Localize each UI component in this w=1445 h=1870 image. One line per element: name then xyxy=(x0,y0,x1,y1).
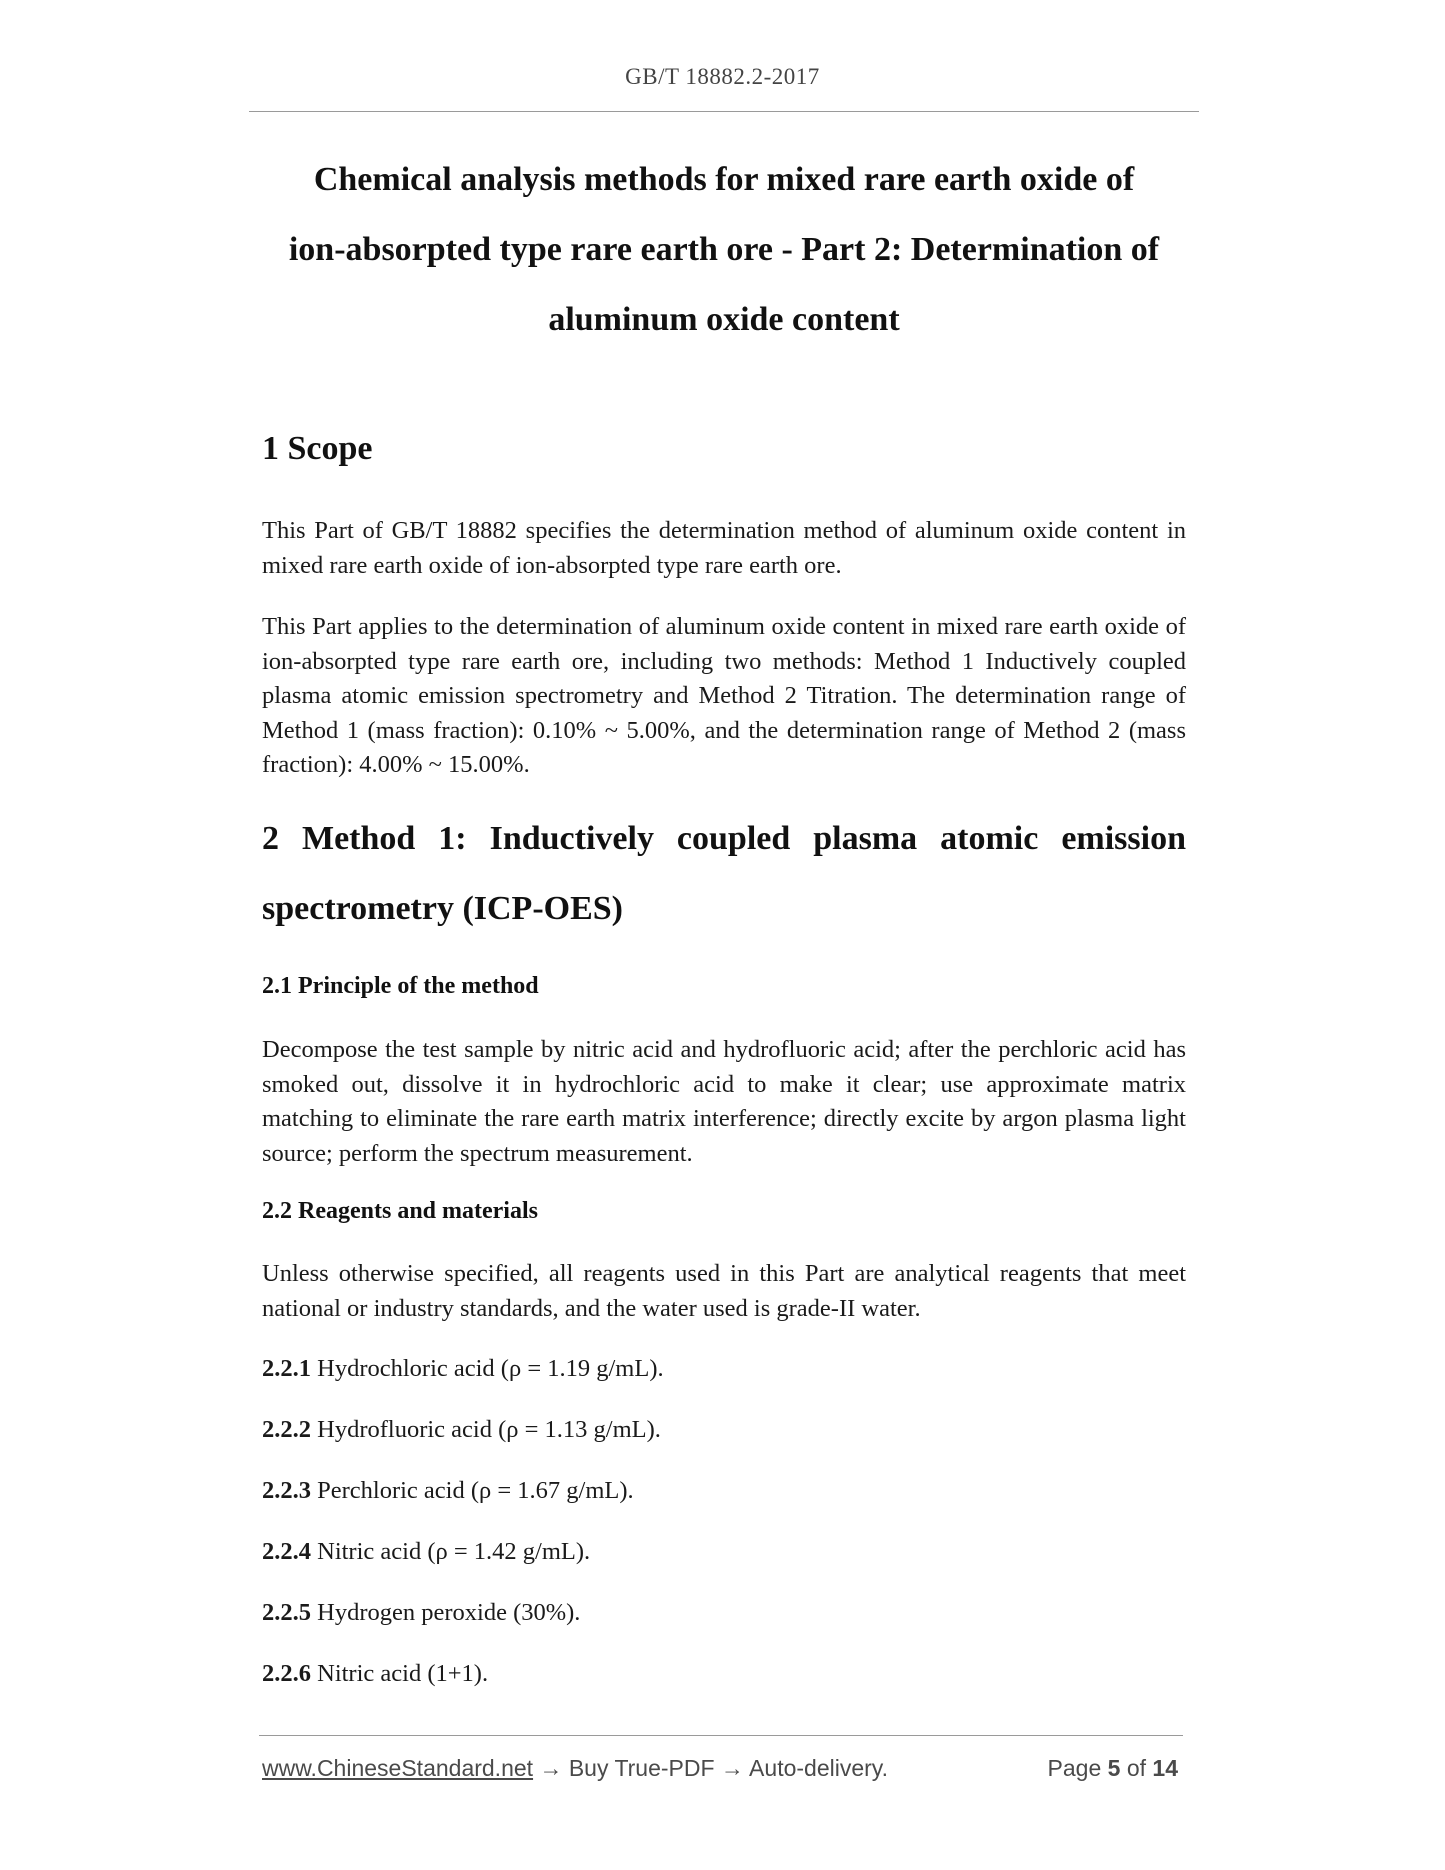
reagent-item xyxy=(262,1538,1186,1566)
title-line: Chemical analysis methods for mixed rare earth oxide of xyxy=(313,161,1135,198)
reagent-number: 2.2.3 xyxy=(262,1477,311,1504)
heading-line: 2 Method 1: Inductively coupled plasma atomic emission xyxy=(262,820,1186,857)
scope-paragraph-2: This Part applies to the determination of aluminum oxide content in mixed rare earth oxide of ion-absorpted type rare earth ore, including two methods: Method 1 Inductively coupled plasma atomic emission spectrometry and Method 2 Titration. The determination range of Method 1 (mass fraction): 0.10% ~ 5.00%, and the determination range of Method 2 (mass fraction): 4.00% ~ 15.00%. xyxy=(262,613,1186,778)
title-line: ion-absorpted type rare earth ore - Part 2: Determination of xyxy=(288,231,1160,268)
reagent-item xyxy=(262,1416,1186,1444)
page-footer xyxy=(262,1755,1182,1782)
buy-text: → Buy True-PDF → Auto-delivery. xyxy=(533,1755,888,1781)
reagent-text: Nitric acid (ρ = 1.42 g/mL). xyxy=(311,1538,591,1565)
document-code: GB/T 18882.2-2017 xyxy=(625,64,820,89)
section-heading-scope: 1 Scope xyxy=(262,430,373,467)
title-line: aluminum oxide content xyxy=(548,301,900,338)
reagent-number: 2.2.6 xyxy=(262,1660,311,1687)
reagent-text: Hydrofluoric acid (ρ = 1.13 g/mL). xyxy=(311,1416,661,1443)
reagent-text: Perchloric acid (ρ = 1.67 g/mL). xyxy=(311,1477,634,1504)
section-heading-method1-cont xyxy=(262,874,1186,944)
of-label: of xyxy=(1120,1755,1153,1781)
document-title xyxy=(262,145,1186,355)
page-indicator xyxy=(1048,1755,1178,1782)
header-divider xyxy=(249,111,1199,112)
reagent-text: Hydrochloric acid (ρ = 1.19 g/mL). xyxy=(311,1355,664,1382)
page-total: 14 xyxy=(1152,1755,1178,1781)
reagents-paragraph: Unless otherwise specified, all reagents used in this Part are analytical reagents that meet national or industry standards, and the water used is grade-II water. xyxy=(262,1260,1186,1322)
principle-paragraph: Decompose the test sample by nitric acid and hydrofluoric acid; after the perchloric acid has smoked out, dissolve it in hydrochloric acid to make it clear; use approximate matrix matching to eliminate the rare earth matrix interference; directly excite by argon plasma light source; perform the spectrum measurement. xyxy=(262,1036,1186,1167)
section-heading-method1 xyxy=(262,804,1186,874)
scope-paragraph-1: This Part of GB/T 18882 specifies the determination method of aluminum oxide content in mixed rare earth oxide of ion-absorpted type rare earth ore. xyxy=(262,517,1186,579)
subsection-heading-principle: 2.1 Principle of the method xyxy=(262,973,539,999)
website-link[interactable]: www.ChineseStandard.net xyxy=(262,1755,534,1781)
subsection-heading-reagents: 2.2 Reagents and materials xyxy=(262,1198,538,1224)
reagent-number: 2.2.2 xyxy=(262,1416,311,1443)
reagent-number: 2.2.1 xyxy=(262,1355,311,1382)
page-label: Page xyxy=(1047,1755,1108,1781)
reagent-text: Hydrogen peroxide (30%). xyxy=(311,1599,581,1626)
page-number: 5 xyxy=(1107,1755,1121,1781)
reagent-number: 2.2.5 xyxy=(262,1599,311,1626)
reagent-text: Nitric acid (1+1). xyxy=(311,1660,489,1687)
reagent-number: 2.2.4 xyxy=(262,1538,311,1565)
reagent-item xyxy=(262,1599,1186,1627)
reagent-item xyxy=(262,1477,1186,1505)
heading-line: spectrometry (ICP-OES) xyxy=(262,890,624,927)
footer-divider xyxy=(259,1735,1183,1736)
reagent-item xyxy=(262,1355,1186,1383)
reagent-item xyxy=(262,1660,1186,1688)
